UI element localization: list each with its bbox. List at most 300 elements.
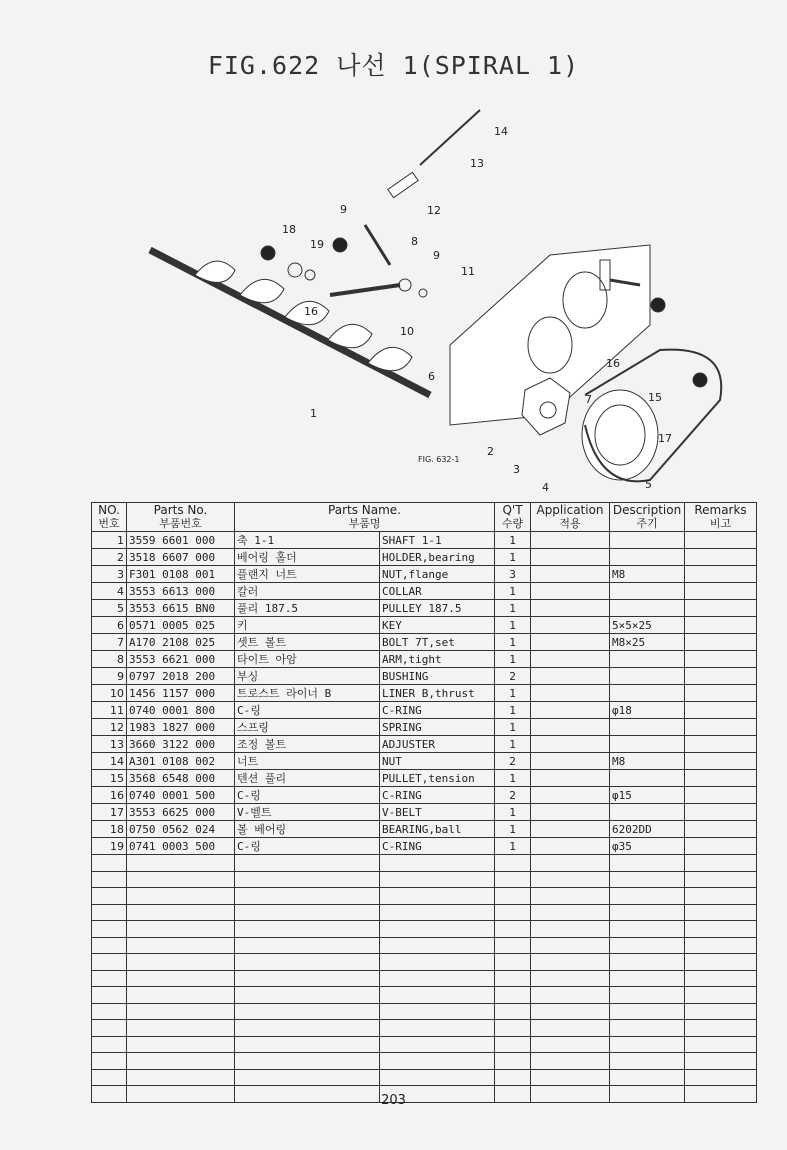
header-parts-name: Parts Name. 부품명 — [235, 503, 495, 532]
cell-name-en: SPRING — [380, 719, 495, 736]
empty-cell — [495, 1053, 531, 1070]
empty-cell — [92, 1020, 127, 1037]
empty-cell — [685, 1036, 757, 1053]
cell-app — [531, 583, 610, 600]
callout-16b: 16 — [304, 305, 318, 318]
empty-cell — [531, 921, 610, 938]
cell-name-en: ARM,tight — [380, 651, 495, 668]
empty-cell — [610, 921, 685, 938]
callout-15: 15 — [648, 391, 662, 404]
empty-cell — [235, 954, 380, 971]
cell-remarks — [685, 685, 757, 702]
cell-app — [531, 804, 610, 821]
cell-name-ko: 키 — [235, 617, 380, 634]
cell-app — [531, 770, 610, 787]
cell-app — [531, 549, 610, 566]
cell-app — [531, 617, 610, 634]
empty-cell — [610, 937, 685, 954]
cell-no: 4 — [92, 583, 127, 600]
cell-no: 12 — [92, 719, 127, 736]
cell-qty: 1 — [495, 583, 531, 600]
cell-part-no: 3553 6625 000 — [127, 804, 235, 821]
empty-cell — [235, 855, 380, 872]
empty-cell — [380, 1003, 495, 1020]
cell-name-en: NUT,flange — [380, 566, 495, 583]
empty-cell — [380, 954, 495, 971]
empty-cell — [92, 888, 127, 905]
table-row — [92, 651, 757, 668]
cell-qty: 1 — [495, 838, 531, 855]
cell-no: 9 — [92, 668, 127, 685]
cell-name-ko: C-링 — [235, 838, 380, 855]
header-no: NO. 번호 — [92, 503, 127, 532]
empty-cell — [495, 987, 531, 1004]
empty-cell — [235, 1053, 380, 1070]
cell-no: 1 — [92, 532, 127, 549]
cell-name-en: COLLAR — [380, 583, 495, 600]
cell-desc — [610, 804, 685, 821]
table-row — [92, 600, 757, 617]
cell-name-en: PULLET,tension — [380, 770, 495, 787]
ref-marker-a: A — [696, 376, 704, 386]
empty-cell — [235, 987, 380, 1004]
empty-cell — [127, 1003, 235, 1020]
cell-part-no: 3553 6621 000 — [127, 651, 235, 668]
cell-app — [531, 736, 610, 753]
callout-19: 19 — [310, 238, 324, 251]
empty-cell — [380, 1020, 495, 1037]
empty-cell — [127, 987, 235, 1004]
empty-cell — [92, 871, 127, 888]
empty-cell — [92, 1053, 127, 1070]
empty-cell — [127, 1053, 235, 1070]
cell-no: 11 — [92, 702, 127, 719]
cell-name-ko: 트로스트 라이너 B — [235, 685, 380, 702]
empty-cell — [495, 904, 531, 921]
ref-marker-b: B — [654, 301, 662, 311]
cell-qty: 1 — [495, 770, 531, 787]
empty-cell — [685, 1020, 757, 1037]
empty-cell — [127, 970, 235, 987]
cell-part-no: 1983 1827 000 — [127, 719, 235, 736]
cell-name-en: SHAFT 1-1 — [380, 532, 495, 549]
empty-table-row — [92, 1069, 757, 1086]
cell-name-ko: 칼러 — [235, 583, 380, 600]
empty-cell — [127, 954, 235, 971]
table-row — [92, 804, 757, 821]
cell-remarks — [685, 702, 757, 719]
cell-name-en: LINER B,thrust — [380, 685, 495, 702]
empty-cell — [495, 855, 531, 872]
callout-14: 14 — [494, 125, 508, 138]
cell-desc — [610, 685, 685, 702]
cell-part-no: 0740 0001 800 — [127, 702, 235, 719]
empty-cell — [685, 970, 757, 987]
cell-remarks — [685, 549, 757, 566]
cell-name-en: PULLEY 187.5 — [380, 600, 495, 617]
cell-name-en: C-RING — [380, 702, 495, 719]
cell-name-en: HOLDER,bearing — [380, 549, 495, 566]
cell-app — [531, 600, 610, 617]
empty-cell — [380, 871, 495, 888]
cell-qty: 1 — [495, 634, 531, 651]
callout-6: 6 — [428, 370, 435, 383]
cell-qty: 2 — [495, 753, 531, 770]
empty-cell — [685, 1053, 757, 1070]
callout-16a: 16 — [606, 357, 620, 370]
empty-cell — [92, 937, 127, 954]
cell-no: 8 — [92, 651, 127, 668]
cell-name-ko: 풀리 187.5 — [235, 600, 380, 617]
cell-name-en: BOLT 7T,set — [380, 634, 495, 651]
cell-desc: φ18 — [610, 702, 685, 719]
empty-table-row — [92, 1020, 757, 1037]
empty-cell — [380, 1069, 495, 1086]
empty-cell — [127, 888, 235, 905]
cell-name-ko: 셋트 볼트 — [235, 634, 380, 651]
empty-cell — [495, 1069, 531, 1086]
empty-table-row — [92, 888, 757, 905]
cell-remarks — [685, 532, 757, 549]
callout-5: 5 — [645, 478, 652, 491]
cell-remarks — [685, 566, 757, 583]
empty-cell — [92, 921, 127, 938]
empty-cell — [235, 1036, 380, 1053]
cell-name-ko: 텐션 풀리 — [235, 770, 380, 787]
callout-12: 12 — [427, 204, 441, 217]
callout-2: 2 — [487, 445, 494, 458]
header-application: Application 적용 — [531, 503, 610, 532]
empty-cell — [495, 1003, 531, 1020]
cell-remarks — [685, 600, 757, 617]
empty-cell — [127, 1020, 235, 1037]
empty-cell — [531, 954, 610, 971]
cell-part-no: 3559 6601 000 — [127, 532, 235, 549]
empty-cell — [610, 1036, 685, 1053]
cell-desc — [610, 719, 685, 736]
empty-cell — [495, 871, 531, 888]
cell-qty: 3 — [495, 566, 531, 583]
callout-3: 3 — [513, 463, 520, 476]
cell-name-ko: 스프링 — [235, 719, 380, 736]
empty-cell — [495, 1036, 531, 1053]
cell-desc — [610, 651, 685, 668]
empty-cell — [685, 937, 757, 954]
cell-remarks — [685, 838, 757, 855]
cell-part-no: A170 2108 025 — [127, 634, 235, 651]
cell-name-ko: 축 1-1 — [235, 532, 380, 549]
empty-cell — [127, 855, 235, 872]
page-number: 203 — [381, 1093, 406, 1108]
cell-no: 5 — [92, 600, 127, 617]
empty-cell — [235, 1020, 380, 1037]
empty-cell — [127, 1036, 235, 1053]
cell-qty: 1 — [495, 600, 531, 617]
cell-remarks — [685, 617, 757, 634]
table-row — [92, 787, 757, 804]
cell-name-en: V-BELT — [380, 804, 495, 821]
sub-figure-label: FIG. 632-1 — [418, 455, 460, 464]
empty-cell — [495, 970, 531, 987]
empty-cell — [380, 937, 495, 954]
cell-desc — [610, 549, 685, 566]
cell-part-no: 0740 0001 500 — [127, 787, 235, 804]
empty-cell — [92, 1036, 127, 1053]
empty-table-row — [92, 937, 757, 954]
empty-cell — [380, 855, 495, 872]
cell-no: 13 — [92, 736, 127, 753]
empty-cell — [92, 970, 127, 987]
empty-cell — [531, 871, 610, 888]
empty-cell — [610, 987, 685, 1004]
table-row — [92, 617, 757, 634]
cell-name-ko: C-링 — [235, 787, 380, 804]
table-row — [92, 736, 757, 753]
empty-cell — [531, 987, 610, 1004]
cell-part-no: A301 0108 002 — [127, 753, 235, 770]
empty-cell — [531, 1003, 610, 1020]
cell-no: 15 — [92, 770, 127, 787]
cell-remarks — [685, 651, 757, 668]
cell-name-en: BEARING,ball — [380, 821, 495, 838]
cell-app — [531, 821, 610, 838]
empty-cell — [235, 937, 380, 954]
empty-cell — [685, 954, 757, 971]
cell-name-ko: 베어링 홀더 — [235, 549, 380, 566]
cell-part-no: 3553 6615 BN0 — [127, 600, 235, 617]
cell-remarks — [685, 804, 757, 821]
cell-desc: M8 — [610, 753, 685, 770]
cell-app — [531, 566, 610, 583]
empty-cell — [610, 1069, 685, 1086]
cell-no: 10 — [92, 685, 127, 702]
empty-cell — [127, 921, 235, 938]
ref-marker-b: B — [336, 241, 344, 251]
cell-no: 18 — [92, 821, 127, 838]
shaft-part — [150, 250, 430, 395]
cell-name-en: NUT — [380, 753, 495, 770]
table-row — [92, 838, 757, 855]
empty-cell — [92, 1003, 127, 1020]
table-row — [92, 549, 757, 566]
empty-cell — [92, 987, 127, 1004]
callout-9b: 9 — [433, 249, 440, 262]
empty-table-row — [92, 987, 757, 1004]
page-title: FIG.622 나선 1(SPIRAL 1) — [207, 51, 580, 80]
empty-cell — [685, 888, 757, 905]
cell-desc — [610, 668, 685, 685]
empty-cell — [92, 954, 127, 971]
empty-cell — [235, 1003, 380, 1020]
exploded-parts-diagram — [130, 95, 750, 495]
empty-cell — [610, 871, 685, 888]
empty-cell — [495, 954, 531, 971]
cell-qty: 1 — [495, 651, 531, 668]
empty-cell — [531, 1020, 610, 1037]
empty-cell — [610, 1053, 685, 1070]
cell-qty: 1 — [495, 549, 531, 566]
callout-7: 7 — [585, 393, 592, 406]
parts-table — [91, 502, 757, 1103]
cell-qty: 2 — [495, 787, 531, 804]
cell-remarks — [685, 668, 757, 685]
cell-name-ko: 조정 볼트 — [235, 736, 380, 753]
cell-app — [531, 668, 610, 685]
callout-9a: 9 — [340, 203, 347, 216]
cell-name-en: C-RING — [380, 787, 495, 804]
table-row — [92, 583, 757, 600]
cell-desc: 6202DD — [610, 821, 685, 838]
cell-qty: 1 — [495, 736, 531, 753]
empty-cell — [380, 987, 495, 1004]
empty-table-row — [92, 921, 757, 938]
empty-cell — [610, 904, 685, 921]
empty-cell — [610, 855, 685, 872]
empty-cell — [685, 987, 757, 1004]
empty-cell — [531, 1053, 610, 1070]
header-qty: Q'T 수량 — [495, 503, 531, 532]
empty-cell — [685, 904, 757, 921]
empty-cell — [531, 855, 610, 872]
cell-app — [531, 685, 610, 702]
cell-qty: 2 — [495, 668, 531, 685]
empty-table-row — [92, 871, 757, 888]
cell-name-ko: V-벨트 — [235, 804, 380, 821]
cell-name-en: KEY — [380, 617, 495, 634]
cell-part-no: 3568 6548 000 — [127, 770, 235, 787]
empty-cell — [92, 904, 127, 921]
empty-cell — [495, 921, 531, 938]
empty-cell — [685, 855, 757, 872]
table-row — [92, 634, 757, 651]
empty-cell — [127, 904, 235, 921]
cell-name-en: ADJUSTER — [380, 736, 495, 753]
cell-remarks — [685, 583, 757, 600]
empty-cell — [235, 888, 380, 905]
parts-table-body — [92, 532, 757, 1103]
cell-part-no: 0571 0005 025 — [127, 617, 235, 634]
empty-cell — [685, 871, 757, 888]
callout-18: 18 — [282, 223, 296, 236]
table-row — [92, 702, 757, 719]
empty-cell — [380, 1053, 495, 1070]
empty-cell — [380, 1036, 495, 1053]
cell-app — [531, 702, 610, 719]
empty-cell — [531, 970, 610, 987]
ref-marker-a: A — [264, 249, 272, 259]
table-row — [92, 685, 757, 702]
empty-cell — [495, 1020, 531, 1037]
cell-app — [531, 634, 610, 651]
cell-name-en: BUSHING — [380, 668, 495, 685]
cell-remarks — [685, 719, 757, 736]
cell-app — [531, 753, 610, 770]
cell-app — [531, 719, 610, 736]
cell-desc: φ35 — [610, 838, 685, 855]
callout-10: 10 — [400, 325, 414, 338]
empty-cell — [235, 904, 380, 921]
cell-desc — [610, 736, 685, 753]
cell-app — [531, 651, 610, 668]
callout-4: 4 — [542, 481, 549, 494]
callout-8: 8 — [411, 235, 418, 248]
cell-desc: 5×5×25 — [610, 617, 685, 634]
cell-desc — [610, 583, 685, 600]
table-row — [92, 668, 757, 685]
cell-no: 7 — [92, 634, 127, 651]
table-row — [92, 770, 757, 787]
empty-cell — [610, 970, 685, 987]
table-row — [92, 532, 757, 549]
empty-table-row — [92, 855, 757, 872]
empty-cell — [235, 1069, 380, 1086]
callout-11: 11 — [461, 265, 475, 278]
empty-cell — [495, 888, 531, 905]
cell-remarks — [685, 821, 757, 838]
table-row — [92, 821, 757, 838]
empty-cell — [531, 1069, 610, 1086]
cell-no: 3 — [92, 566, 127, 583]
cell-qty: 1 — [495, 804, 531, 821]
cell-name-ko: 플랜지 너트 — [235, 566, 380, 583]
cell-no: 17 — [92, 804, 127, 821]
cell-remarks — [685, 634, 757, 651]
empty-cell — [380, 904, 495, 921]
cell-app — [531, 838, 610, 855]
empty-table-row — [92, 970, 757, 987]
empty-cell — [235, 871, 380, 888]
empty-cell — [610, 954, 685, 971]
empty-cell — [380, 921, 495, 938]
empty-cell — [531, 937, 610, 954]
empty-cell — [610, 1003, 685, 1020]
cell-qty: 1 — [495, 685, 531, 702]
cell-desc — [610, 532, 685, 549]
empty-table-row — [92, 1003, 757, 1020]
header-description: Description 주기 — [610, 503, 685, 532]
cell-no: 19 — [92, 838, 127, 855]
cell-qty: 1 — [495, 702, 531, 719]
empty-cell — [531, 1036, 610, 1053]
empty-cell — [127, 871, 235, 888]
empty-table-row — [92, 954, 757, 971]
table-row — [92, 566, 757, 583]
empty-cell — [235, 970, 380, 987]
cell-desc: M8×25 — [610, 634, 685, 651]
cell-qty: 1 — [495, 719, 531, 736]
cell-name-ko: C-링 — [235, 702, 380, 719]
empty-cell — [685, 1003, 757, 1020]
cell-name-ko: 부싱 — [235, 668, 380, 685]
cell-remarks — [685, 736, 757, 753]
cell-no: 16 — [92, 787, 127, 804]
cell-app — [531, 787, 610, 804]
table-row — [92, 719, 757, 736]
cell-qty: 1 — [495, 617, 531, 634]
cell-part-no: 0741 0003 500 — [127, 838, 235, 855]
empty-cell — [92, 855, 127, 872]
empty-cell — [92, 1069, 127, 1086]
cell-remarks — [685, 770, 757, 787]
cell-part-no: 3518 6607 000 — [127, 549, 235, 566]
cell-name-ko: 타이트 아암 — [235, 651, 380, 668]
empty-table-row — [92, 1053, 757, 1070]
cell-desc — [610, 770, 685, 787]
callout-17: 17 — [658, 432, 672, 445]
empty-cell — [380, 970, 495, 987]
empty-cell — [531, 904, 610, 921]
empty-cell — [531, 888, 610, 905]
